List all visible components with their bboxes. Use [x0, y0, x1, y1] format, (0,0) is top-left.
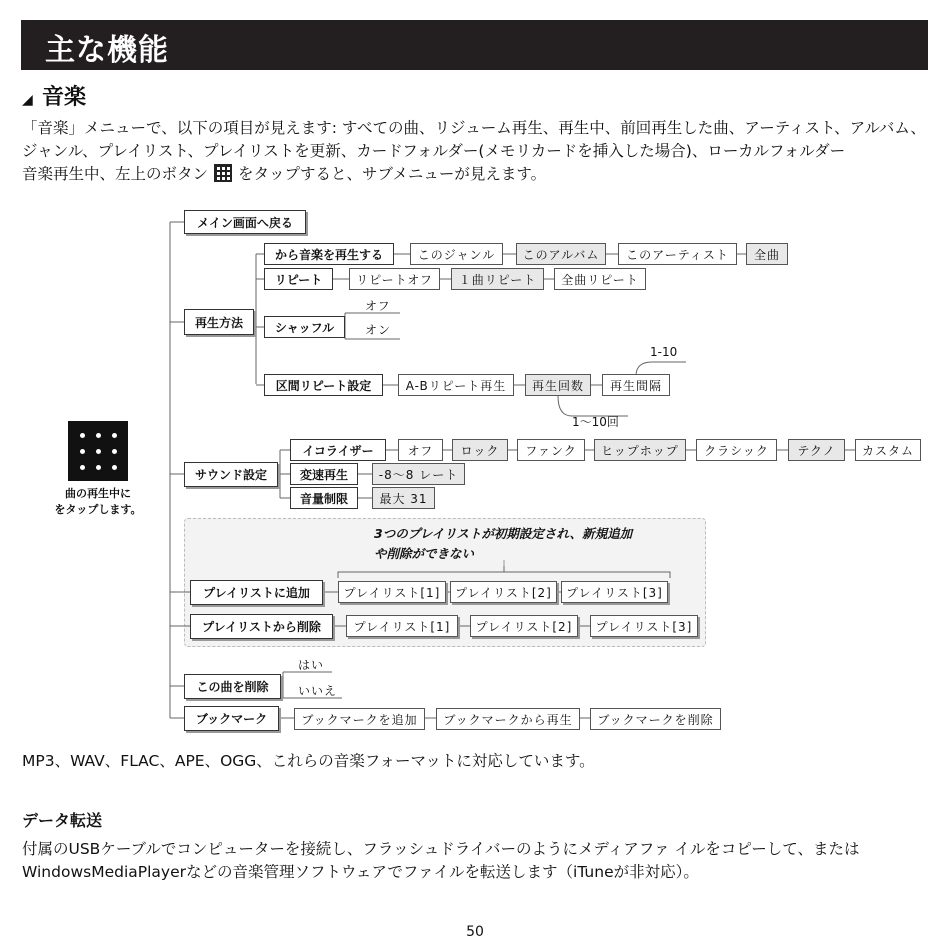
icon-caption-line-2: をタップします。	[54, 503, 142, 516]
playlist-note	[374, 524, 632, 564]
page-number: 50	[466, 924, 484, 940]
page-title: 主な機能	[45, 33, 169, 68]
menu-sound-settings[interactable]: サウンド設定	[184, 462, 278, 487]
option-add-playlist-2[interactable]: プレイリスト[2]	[450, 581, 557, 603]
formats-text: MP3、WAV、FLAC、APE、OGG、これらの音楽フォーマットに対応しています。	[22, 752, 595, 770]
option-this-album[interactable]: このアルバム	[516, 243, 606, 265]
playlist-note-line-1: 3つのプレイリストが初期設定され、新規追加	[374, 526, 633, 541]
option-repeat-off[interactable]: リピートオフ	[349, 268, 440, 290]
menu-variable-speed[interactable]: 変速再生	[290, 463, 358, 485]
option-repeat-one[interactable]: １曲リピート	[451, 268, 544, 290]
menu-playback-mode[interactable]: 再生方法	[184, 309, 254, 335]
option-all-songs[interactable]: 全曲	[746, 243, 788, 265]
option-add-playlist-3[interactable]: プレイリスト[3]	[561, 581, 668, 603]
playlist-note-line-2: や削除ができない	[374, 546, 475, 561]
menu-bookmark[interactable]: ブックマーク	[184, 706, 279, 731]
option-this-genre[interactable]: このジャンル	[410, 243, 503, 265]
menu-ab-repeat[interactable]: 区間リピート設定	[264, 374, 383, 396]
transfer-line-1: 付属のUSBケーブルでコンピューターを接続し、フラッシュドライバーのようにメディアファ イルをコピーして、または	[22, 840, 860, 858]
menu-equalizer[interactable]: イコライザー	[290, 439, 386, 461]
menu-play-from[interactable]: から音楽を再生する	[264, 243, 394, 265]
option-repeat-count[interactable]: 再生回数	[525, 374, 591, 396]
option-delete-bookmark[interactable]: ブックマークを削除	[590, 708, 721, 730]
option-volume-max[interactable]: 最大 31	[372, 487, 435, 509]
intro-line-1: 「音楽」メニューで、以下の項目が見えます: すべての曲、リジューム再生、再生中、前回再生した曲、アーティスト、アルバム、	[22, 119, 926, 137]
option-this-artist[interactable]: このアーティスト	[618, 243, 737, 265]
transfer-line-2: WindowsMediaPlayerなどの音楽管理ソフトウェアでファイルを転送します（iTuneが非対応）。	[22, 863, 699, 881]
menu-add-to-playlist[interactable]: プレイリストに追加	[190, 580, 323, 605]
option-remove-playlist-2[interactable]: プレイリスト[2]	[470, 615, 578, 637]
option-ab-repeat-play[interactable]: A-Bリピート再生	[398, 374, 514, 396]
option-shuffle-off[interactable]: オフ	[365, 299, 391, 313]
option-add-playlist-1[interactable]: プレイリスト[1]	[338, 581, 446, 603]
option-eq-rock[interactable]: ロック	[452, 439, 508, 461]
option-speed-range[interactable]: -8～8 レート	[372, 463, 465, 485]
option-repeat-all[interactable]: 全曲リピート	[554, 268, 646, 290]
menu-remove-from-playlist[interactable]: プレイリストから削除	[190, 614, 333, 639]
option-eq-off[interactable]: オフ	[398, 439, 443, 461]
option-remove-playlist-1[interactable]: プレイリスト[1]	[346, 615, 458, 637]
option-play-from-bookmark[interactable]: ブックマークから再生	[436, 708, 580, 730]
option-shuffle-on[interactable]: オン	[365, 323, 392, 337]
option-add-bookmark[interactable]: ブックマークを追加	[294, 708, 425, 730]
menu-back-to-main[interactable]: メイン画面へ戻る	[184, 210, 306, 234]
menu-grid-icon-large	[68, 421, 128, 481]
count-range-label: 1～10回	[572, 415, 619, 429]
option-eq-custom[interactable]: カスタム	[855, 439, 921, 461]
option-eq-funk[interactable]: ファンク	[517, 439, 585, 461]
option-eq-classic[interactable]: クラシック	[696, 439, 777, 461]
menu-delete-song[interactable]: この曲を削除	[184, 674, 281, 699]
menu-repeat[interactable]: リピート	[264, 268, 333, 290]
option-repeat-interval[interactable]: 再生間隔	[602, 374, 670, 396]
option-eq-techno[interactable]: テクノ	[788, 439, 845, 461]
interval-range-label: 1-10	[650, 345, 678, 359]
option-eq-hiphop[interactable]: ヒップホップ	[594, 439, 686, 461]
intro-line-3b: をタップすると、サブメニューが見えます。	[238, 165, 547, 183]
menu-volume-limit[interactable]: 音量制限	[290, 487, 358, 509]
transfer-title: データ転送	[22, 811, 103, 830]
section-title-text: 音楽	[42, 85, 87, 110]
intro-line-3a: 音楽再生中、左上のボタン	[22, 165, 209, 183]
icon-caption-line-1: 曲の再生中に	[65, 487, 131, 500]
option-delete-yes[interactable]: はい	[298, 658, 325, 672]
menu-shuffle[interactable]: シャッフル	[264, 316, 345, 338]
option-remove-playlist-3[interactable]: プレイリスト[3]	[590, 615, 698, 637]
flag-icon: ◢	[22, 92, 33, 108]
option-delete-no[interactable]: いいえ	[298, 684, 338, 698]
icon-caption	[38, 486, 158, 518]
intro-line-2: ジャンル、プレイリスト、プレイリストを更新、カードフォルダー(メモリカードを挿入した場合)、ローカルフォルダー	[22, 142, 846, 160]
